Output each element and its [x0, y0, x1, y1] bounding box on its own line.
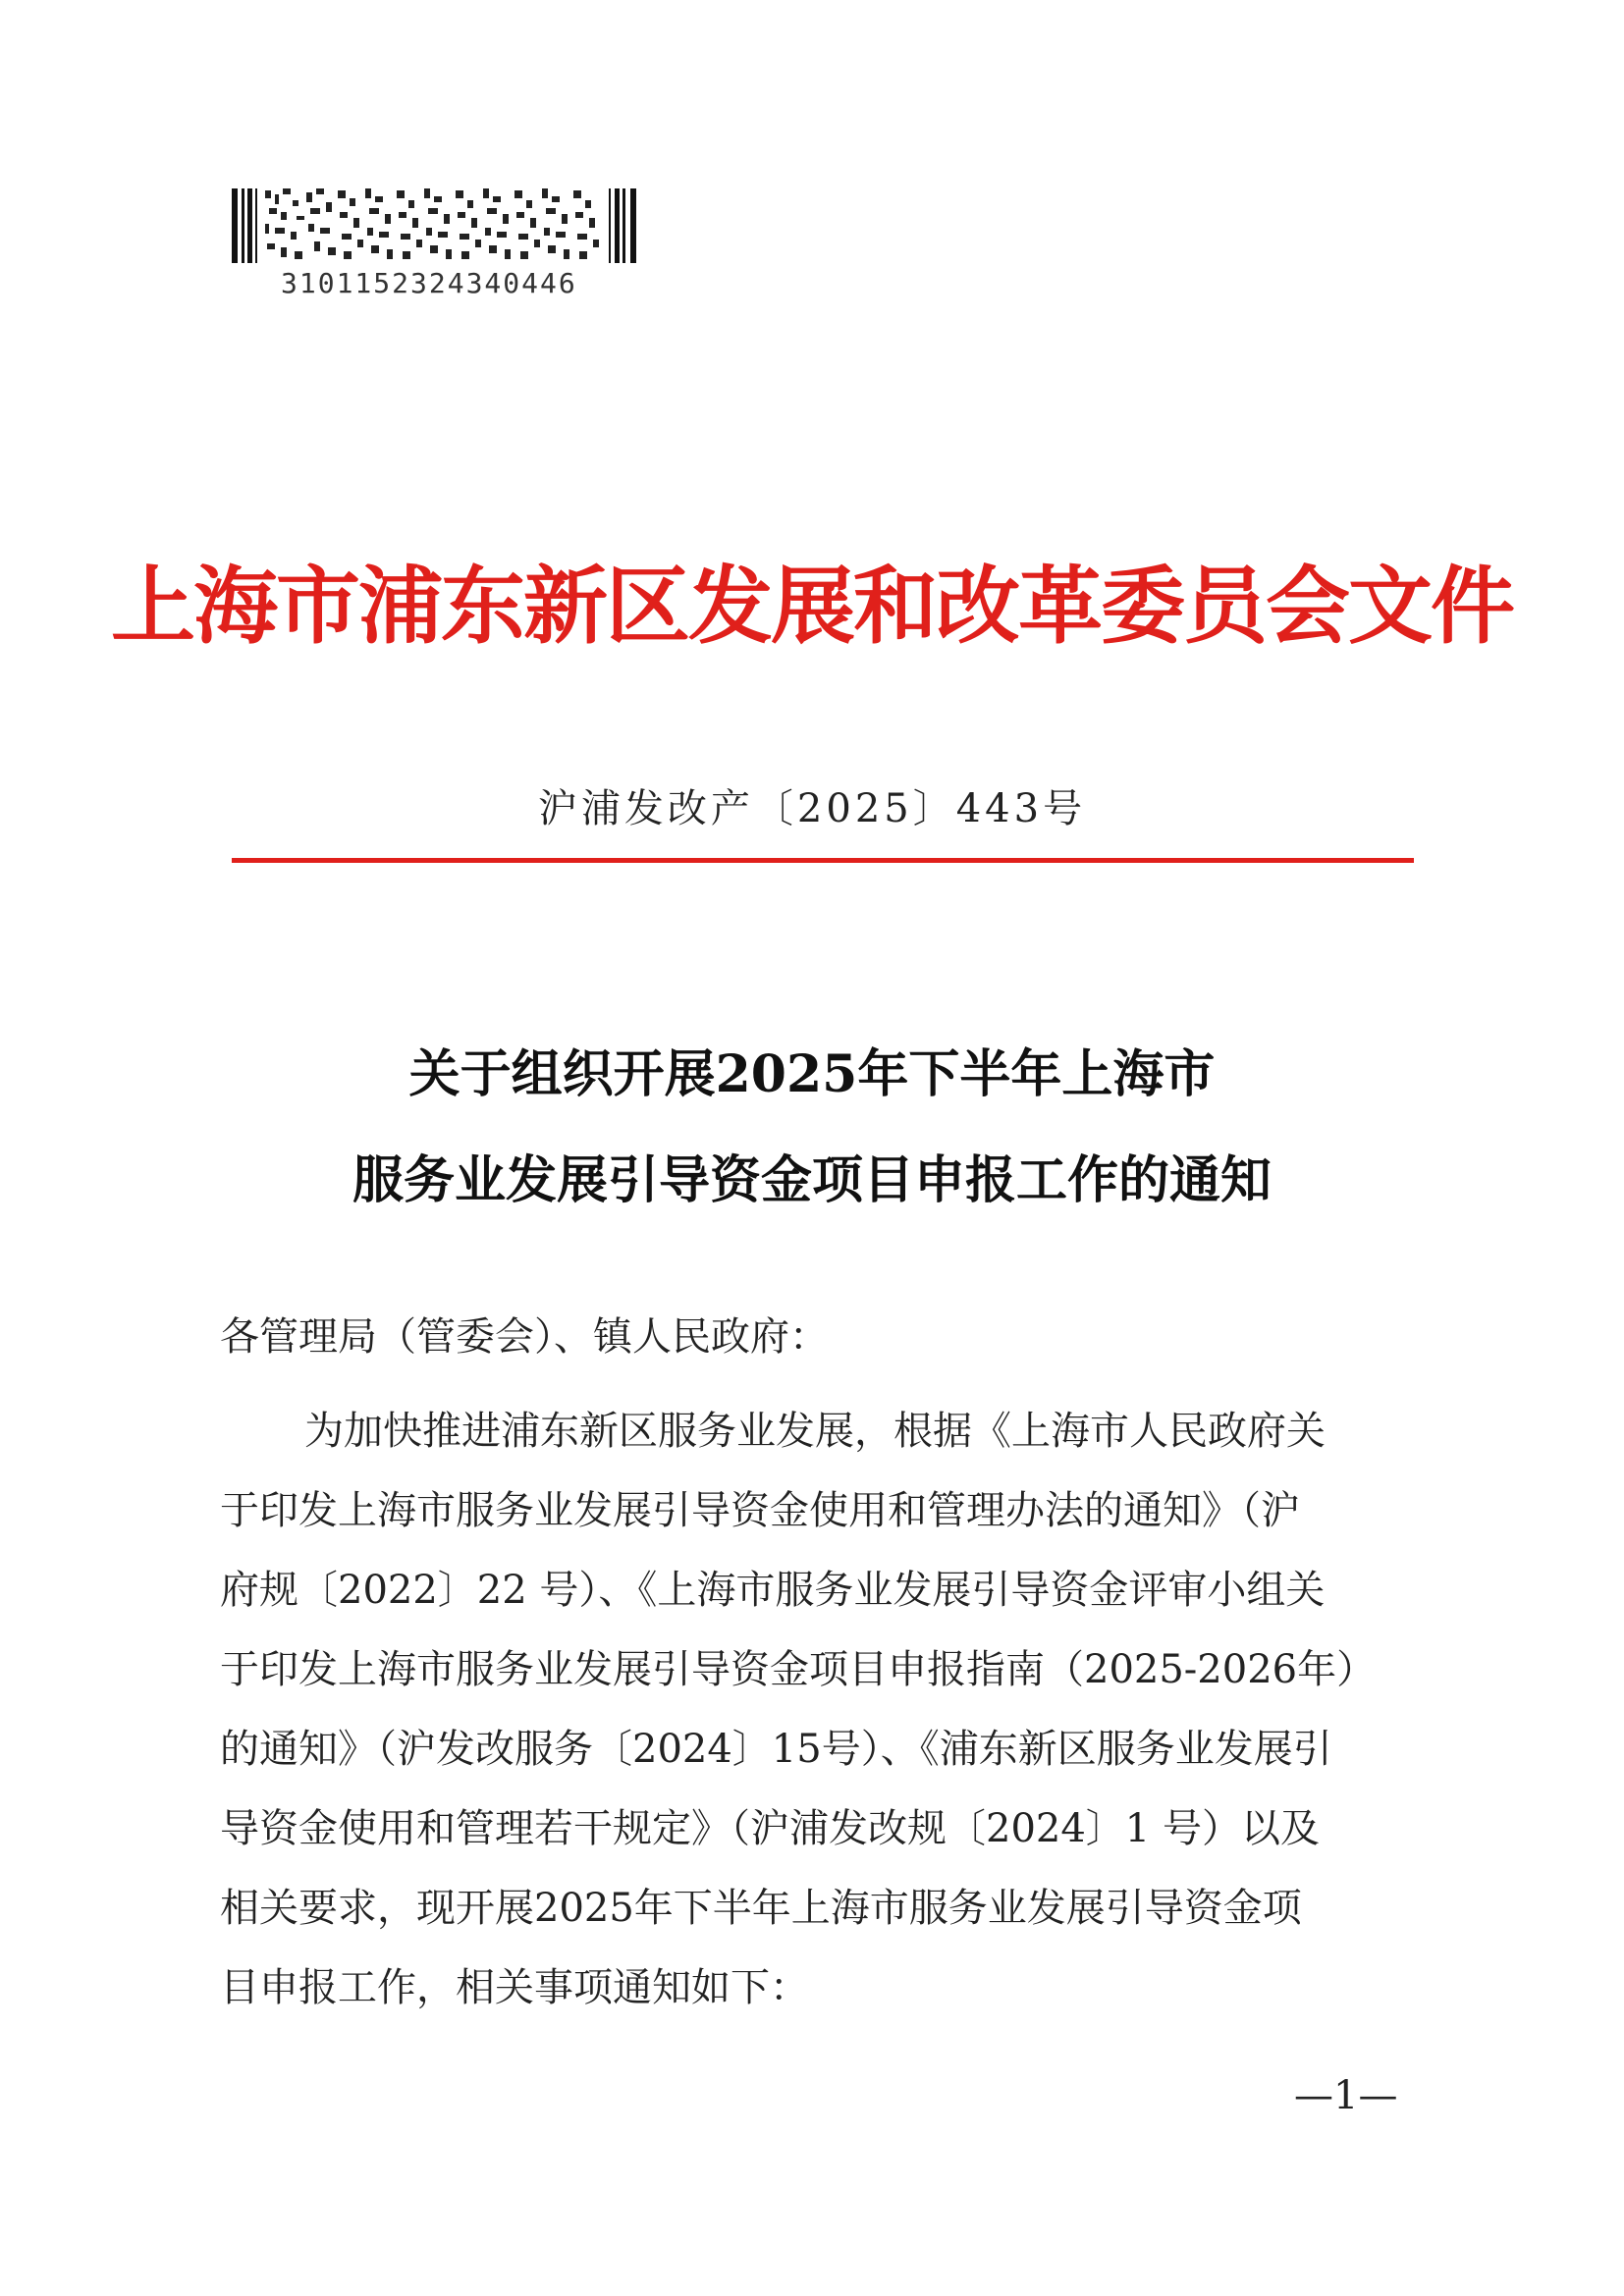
body-paragraph	[220, 1392, 1418, 2028]
body-line: 府规〔2022〕22 号）、《上海市服务业发展引导资金评审小组关	[220, 1568, 1326, 1613]
body-line: 目申报工作，相关事项通知如下：	[220, 1965, 809, 2010]
body-line: 导资金使用和管理若干规定》（沪浦发改规〔2024〕1 号）以及	[220, 1806, 1320, 1851]
document-number: 沪浦发改产〔2025〕443号	[537, 786, 1087, 831]
letterhead-title: 上海市浦东新区发展和改革委员会文件	[111, 557, 1513, 656]
body-line: 相关要求，现开展2025年下半年上海市服务业发展引导资金项	[220, 1886, 1302, 1931]
page-number: —1—	[1294, 2073, 1398, 2118]
red-divider-line	[232, 858, 1414, 863]
document-title-line-1: 关于组织开展2025年下半年上海市	[408, 1044, 1216, 1104]
body-line: 的通知》（沪发改服务〔2024〕15号）、《浦东新区服务业发展引	[220, 1727, 1332, 1772]
barcode-number: 3101152324340446	[281, 267, 577, 299]
body-line: 于印发上海市服务业发展引导资金使用和管理办法的通知》（沪	[220, 1488, 1300, 1533]
document-title-line-2: 服务业发展引导资金项目申报工作的通知	[352, 1150, 1272, 1210]
salutation: 各管理局（管委会）、镇人民政府：	[220, 1314, 829, 1360]
body-line: 于印发上海市服务业发展引导资金项目申报指南（2025-2026年）	[220, 1647, 1377, 1692]
document-barcode	[232, 188, 640, 263]
body-line: 为加快推进浦东新区服务业发展，根据《上海市人民政府关	[304, 1409, 1326, 1454]
